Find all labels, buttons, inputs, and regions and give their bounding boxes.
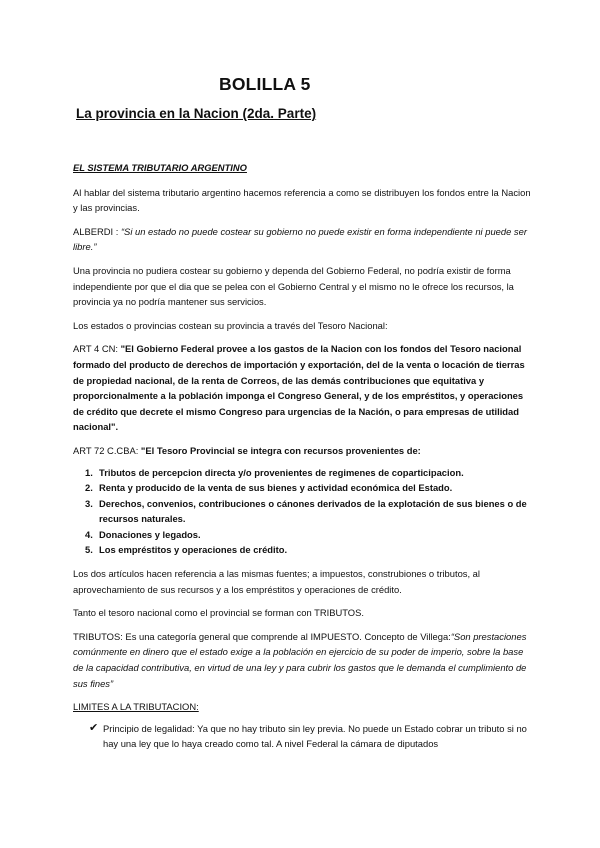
- tributos-definition: [73, 629, 533, 691]
- list-item: [73, 527, 533, 543]
- check-icon: ✔: [89, 721, 99, 734]
- alberdi-quote-text: “Si un estado no puede costear su gobierno no puede existir en forma independiente ni puede ser libre.”: [73, 225, 527, 253]
- list-item-number: 3.: [85, 497, 93, 509]
- art72-label: ART 72 C.CBA:: [73, 444, 141, 456]
- list-item-text: Tributos de percepcion directa y/o provenientes de regimenes de coparticipacion.: [99, 466, 464, 478]
- tributos-quote: “Son prestaciones comúnmente en dinero que el estado exige a la población en ejercicio de su poder de imperio, sobre la base de la capacidad contributiva, en virtud de una ley y para cubrir los gastos que le demanda el cumplimiento de sus fines”: [73, 630, 527, 689]
- list-item: [73, 496, 533, 527]
- art72-text: "El Tesoro Provincial se integra con recursos provenientes de:: [140, 444, 421, 456]
- document-body: [73, 160, 533, 752]
- list-item: [73, 542, 533, 558]
- section-heading: EL SISTEMA TRIBUTARIO ARGENTINO: [73, 162, 247, 173]
- tributos-summary: Tanto el tesoro nacional como el provincial se forman con TRIBUTOS.: [73, 607, 364, 619]
- limites-heading: LIMITES A LA TRIBUTACION:: [73, 701, 199, 713]
- art4-paragraph: [73, 341, 533, 435]
- tesoro-paragraph: Los estados o provincias costean su provincia a través del Tesoro Nacional:: [73, 319, 388, 331]
- province-paragraph: Una provincia no pudiera costear su gobierno y dependa del Gobierno Federal, no podría existir de forma independiente por que el dia que se pelea con el Gobierno Central y el mismo no le ofrece los recursos, la provincia ya no podría mantener sus servicios.: [73, 264, 514, 308]
- resources-list: [73, 465, 533, 559]
- list-item-number: 5.: [85, 544, 93, 556]
- list-item-text: Derechos, convenios, contribuciones o cánones derivados de la explotación de sus bienes o de recursos naturales.: [99, 497, 527, 525]
- list-item-text: Renta y producido de la venta de sus bienes y actividad económica del Estado.: [99, 482, 453, 494]
- legalidad-text: Principio de legalidad: Ya que no hay tributo sin ley previa. No puede un Estado cobrar un tributo si no hay una ley que lo haya creado como tal. A nivel Federal la cámara de diputados: [103, 722, 527, 750]
- page-subtitle: La provincia en la Nacion (2da. Parte): [76, 106, 317, 121]
- articles-paragraph: Los dos artículos hacen referencia a las mismas fuentes; a impuestos, construbiones o tributos, al aprovechamiento de sus recursos y a los empréstitos y operaciones de crédito.: [73, 568, 480, 595]
- list-item-text: Donaciones y legados.: [99, 528, 201, 540]
- legalidad-item: [73, 721, 533, 752]
- list-item-text: Los empréstitos y operaciones de crédito.: [99, 544, 288, 556]
- list-item-number: 1.: [85, 466, 93, 478]
- intro-paragraph: Al hablar del sistema tributario argentino hacemos referencia a como se distribuyen los fondos entre la Nacion y las provincias.: [73, 186, 531, 214]
- list-item-number: 2.: [85, 482, 93, 494]
- art72-paragraph: [73, 443, 533, 459]
- tributos-label: TRIBUTOS: Es una categoría general que comprende al IMPUESTO. Concepto de Villega:: [73, 630, 451, 642]
- art4-text: "El Gobierno Federal provee a los gastos de la Nacion con los fondos del Tesoro nacional formado del producto de derechos de importación y exportación, del de la venta o locación de tierras de propiedad nacional, de la renta de Correos, de las demás contribuciones que equitativa y proporcionalmente a la población imponga el Congreso General, y de los empréstitos, y operaciones de crédito que decrete el mismo Congreso para urgencias de la Nación, o para empresas de utilidad nacional".: [73, 343, 525, 433]
- art4-label: ART 4 CN:: [73, 343, 121, 355]
- page-title: BOLILLA 5: [219, 74, 311, 94]
- list-item: [73, 480, 533, 496]
- alberdi-quote: [73, 224, 533, 255]
- list-item: [73, 465, 533, 481]
- alberdi-label: ALBERDI :: [73, 225, 121, 237]
- list-item-number: 4.: [85, 528, 93, 540]
